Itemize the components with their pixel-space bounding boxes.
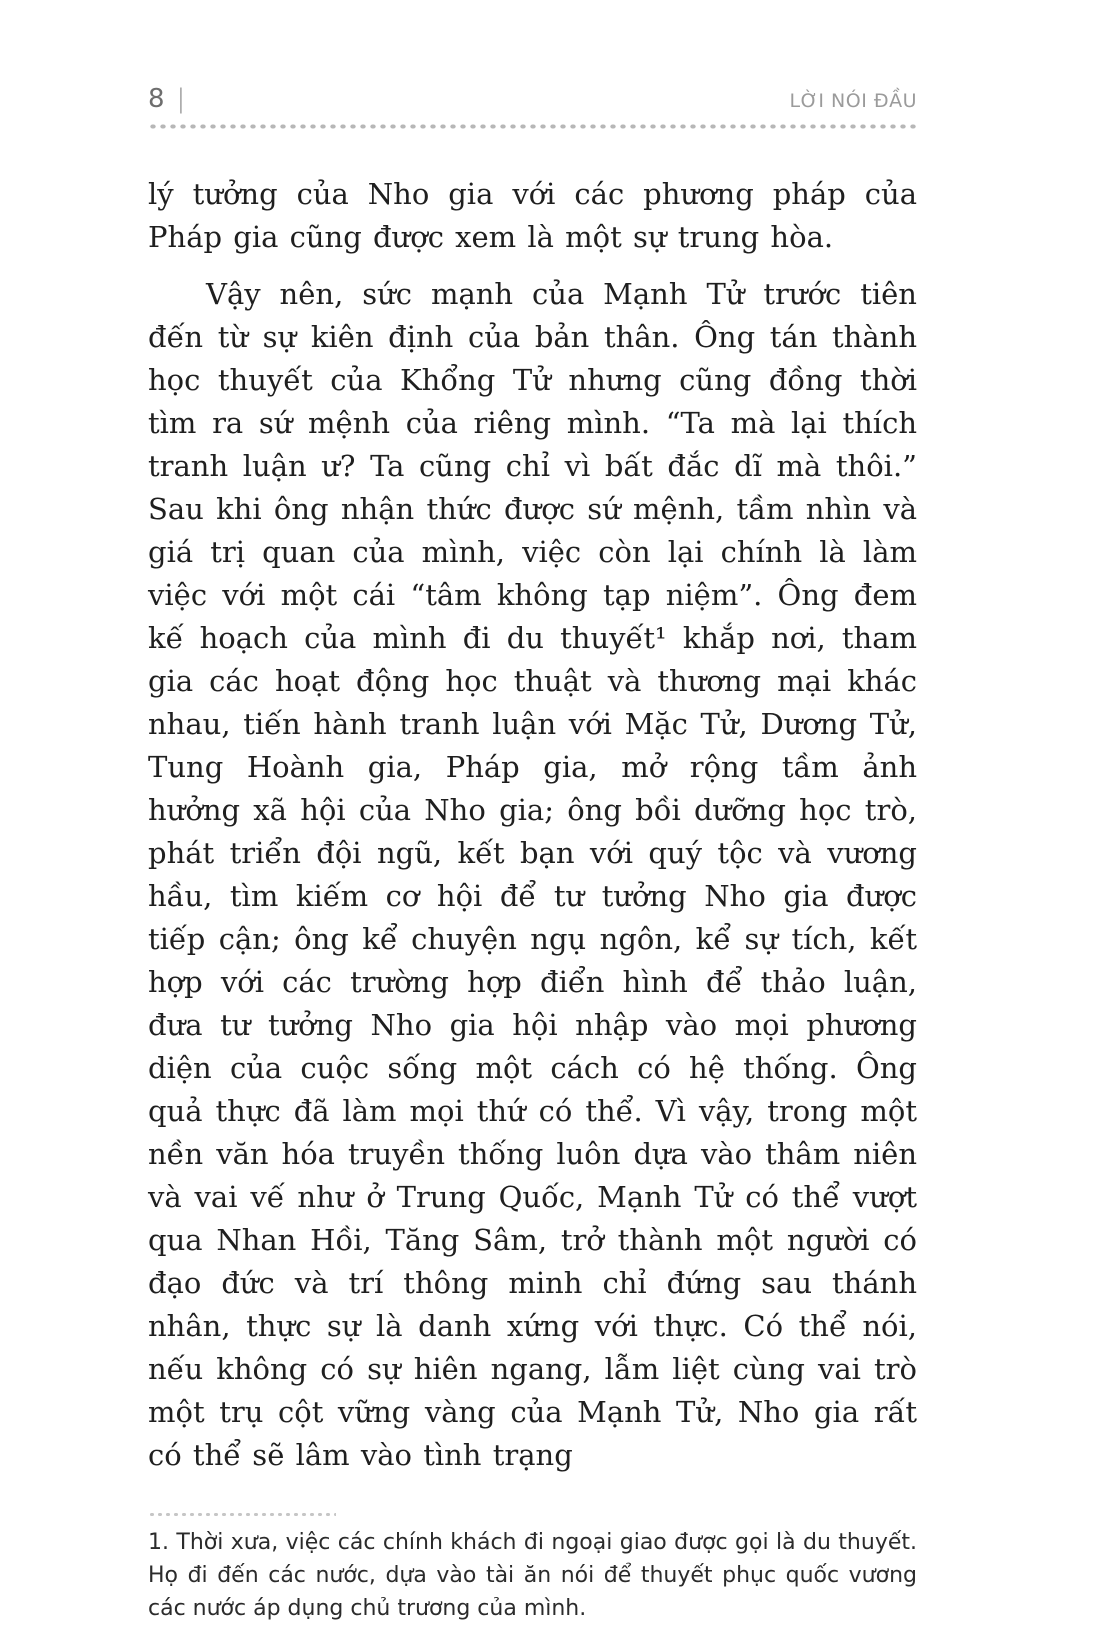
- page-body: [148, 173, 917, 1477]
- body-paragraph: Vậy nên, sức mạnh của Mạnh Tử trước tiên đến từ sự kiên định của bản thân. Ông tán thành học thuyết của Khổng Tử nhưng cũng đồng thời tìm ra sứ mệnh của riêng mình. “Ta mà lại thích tranh luận ư? Ta cũng chỉ vì bất đắc dĩ mà thôi.” Sau khi ông nhận thức được sứ mệnh, tầm nhìn và giá trị quan của mình, việc còn lại chính là làm việc với một cái “tâm không tạp niệm”. Ông đem kế hoạch của mình đi du thuyết¹ khắp nơi, tham gia các hoạt động học thuật và thương mại khác nhau, tiến hành tranh luận với Mặc Tử, Dương Tử, Tung Hoành gia, Pháp gia, mở rộng tầm ảnh hưởng xã hội của Nho gia; ông bồi dưỡng học trò, phát triển đội ngũ, kết bạn với quý tộc và vương hầu, tìm kiếm cơ hội để tư tưởng Nho gia được tiếp cận; ông kể chuyện ngụ ngôn, kể sự tích, kết hợp với các trường hợp điển hình để thảo luận, đưa tư tưởng Nho gia hội nhập vào mọi phương diện của cuộc sống một cách có hệ thống. Ông quả thực đã làm mọi thứ có thể. Vì vậy, trong một nền văn hóa truyền thống luôn dựa vào thâm niên và vai vế như ở Trung Quốc, Mạnh Tử có thể vượt qua Nhan Hồi, Tăng Sâm, trở thành một người có đạo đức và trí thông minh chỉ đứng sau thánh nhân, thực sự là danh xứng với thực. Có thể nói, nếu không có sự hiên ngang, lẫm liệt cùng vai trò một trụ cột vững vàng của Mạnh Tử, Nho gia rất có thể sẽ lâm vào tình trạng: [148, 277, 917, 1472]
- body-paragraph: lý tưởng của Nho gia với các phương pháp của Pháp gia cũng được xem là một sự trung hòa.: [148, 177, 917, 254]
- page-header: [148, 82, 917, 114]
- page-number-separator: |: [176, 84, 186, 114]
- header-decorative-divider: [148, 122, 917, 131]
- running-header-title: LỜI NÓI ĐẦU: [789, 90, 917, 112]
- page-number-group: [148, 84, 185, 114]
- page-number: 8: [148, 84, 165, 114]
- footnote-section: [148, 1511, 917, 1625]
- footnote-decorative-divider: [148, 1511, 336, 1518]
- footnote-text: 1. Thời xưa, việc các chính khách đi ngoại giao được gọi là du thuyết. Họ đi đến các nước, dựa vào tài ăn nói để thuyết phục quốc vương các nước áp dụng chủ trương của mình.: [148, 1530, 917, 1621]
